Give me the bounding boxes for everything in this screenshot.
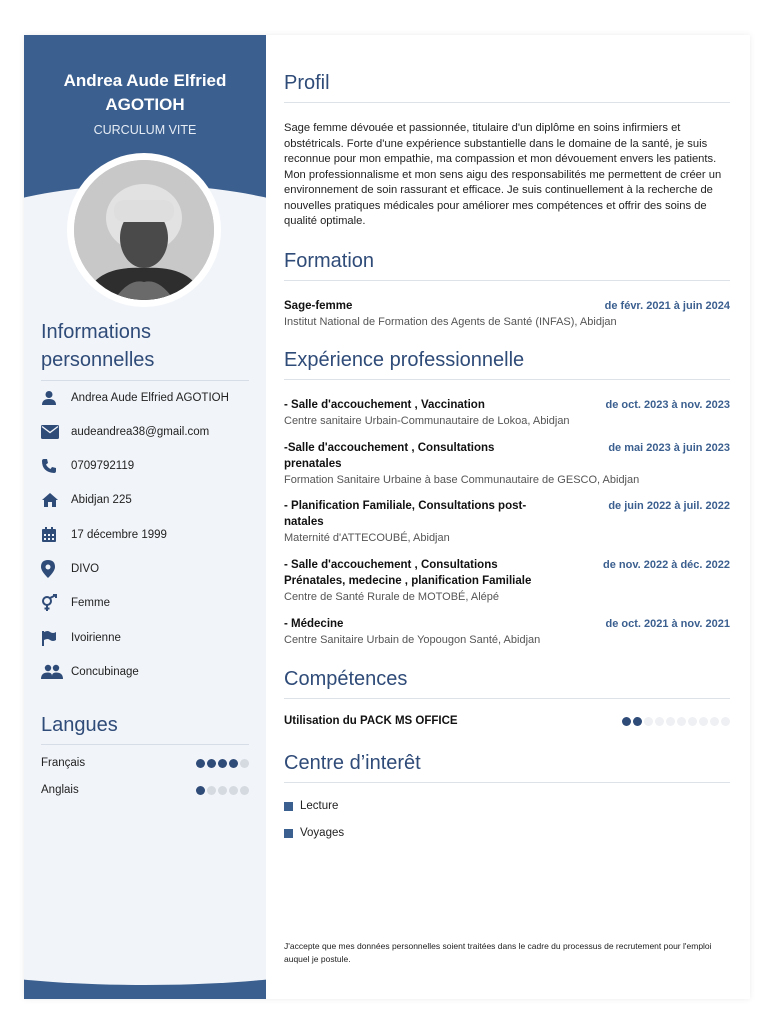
sidebar-footer-arc <box>24 905 266 985</box>
level-dot-filled <box>196 759 205 768</box>
experience-entry <box>284 616 730 648</box>
profile-heading: Profil <box>284 72 330 94</box>
education-heading: Formation <box>284 250 375 272</box>
skills-heading: Compétences <box>284 668 408 690</box>
profile-divider <box>284 102 730 103</box>
language-row <box>41 781 249 799</box>
info-text: Concubinage <box>71 666 139 678</box>
experience-heading: Expérience professionnelle <box>284 349 525 371</box>
info-divider <box>41 380 249 381</box>
info-row-gender <box>41 593 256 613</box>
profile-photo <box>74 160 214 300</box>
square-bullet-icon <box>284 829 293 838</box>
cv-subtitle: CURCULUM VITE <box>93 123 197 137</box>
experience-entry <box>284 440 730 488</box>
cv-page <box>24 35 750 999</box>
info-text: DIVO <box>71 563 100 575</box>
level-dot-empty <box>240 786 249 795</box>
interest-item <box>284 827 344 839</box>
level-dot-empty <box>710 717 719 726</box>
level-dot-empty <box>644 717 653 726</box>
info-text: Abidjan 225 <box>71 494 132 506</box>
couple-icon <box>41 663 63 681</box>
skill-level-dots <box>622 717 730 726</box>
entry-title: - Planification Familiale, Consultations post-natales <box>284 500 527 528</box>
entry-place: Institut National de Formation des Agents de Santé (INFAS), Abidjan <box>284 316 617 328</box>
level-dot-empty <box>688 717 697 726</box>
entry-title: Sage-femme <box>284 300 353 312</box>
experience-divider <box>284 379 730 380</box>
entry-date: de mai 2023 à juin 2023 <box>608 442 730 454</box>
info-row-name <box>41 388 256 408</box>
level-dot-filled <box>196 786 205 795</box>
info-text: audeandrea38@gmail.com <box>71 426 210 438</box>
interest-label: Voyages <box>300 827 345 839</box>
envelope-icon <box>41 423 63 441</box>
info-row-phone <box>41 456 256 476</box>
level-dot-empty <box>677 717 686 726</box>
level-dot-filled <box>207 759 216 768</box>
interest-label: Lecture <box>300 800 339 812</box>
language-row <box>41 754 249 772</box>
entry-date: de juin 2022 à juil. 2022 <box>608 500 730 512</box>
level-dot-empty <box>655 717 664 726</box>
entry-place: Centre sanitaire Urbain-Communautaire de Lokoa, Abidjan <box>284 415 570 427</box>
location-pin-icon <box>41 560 63 578</box>
level-dot-empty <box>218 786 227 795</box>
info-row-marital-status <box>41 662 256 682</box>
entry-place: Maternité d'ATTECOUBÉ, Abidjan <box>284 532 450 544</box>
language-level-dots <box>196 786 249 795</box>
entry-date: de oct. 2021 à nov. 2021 <box>605 618 730 630</box>
language-name: Français <box>41 757 86 769</box>
gender-icon <box>41 594 63 612</box>
experience-entry <box>284 498 730 546</box>
level-dot-filled <box>633 717 642 726</box>
level-dot-empty <box>699 717 708 726</box>
skills-divider <box>284 698 730 699</box>
info-row-nationality <box>41 628 256 648</box>
level-dot-empty <box>207 786 216 795</box>
info-row-birthdate <box>41 525 256 545</box>
level-dot-empty <box>240 759 249 768</box>
level-dot-filled <box>229 759 238 768</box>
experience-entry <box>284 557 730 605</box>
skill-row <box>284 715 730 727</box>
info-row-email <box>41 422 256 442</box>
phone-icon <box>41 457 63 475</box>
consent-notice: J'accepte que mes données personnelles soient traitées dans le cadre du processus de recrutement pour l'emploi auquel je postule. <box>284 941 712 964</box>
skill-name: Utilisation du PACK MS OFFICE <box>284 715 458 727</box>
interests-heading: Centre d’interêt <box>284 752 421 774</box>
education-divider <box>284 280 730 281</box>
languages-heading: Langues <box>41 714 118 736</box>
profile-text: Sage femme dévouée et passionnée, titulaire d'un diplôme en soins infirmiers et obstétricals. Forte d'une expérience substantielle dans le domaine de la santé, je suis reconnue pour mon empathie, ma compassion et mon dévouement envers les patients. Mon professionnalisme et mon sens aigu des responsabilités me permettent de créer un environnement de soin rassurant et efficace. Je suis continuellement à la recherche de nouvelles pratiques médicales pour améliorer mes compétences et offrir des soins de qualité optimale. <box>284 122 722 227</box>
interests-divider <box>284 782 730 783</box>
level-dot-filled <box>622 717 631 726</box>
info-text: Andrea Aude Elfried AGOTIOH <box>71 392 229 404</box>
entry-place: Centre Sanitaire Urbain de Yopougon Santé, Abidjan <box>284 634 541 646</box>
entry-title: - Salle d'accouchement , Consultations Prénatales, medecine , planification Familiale <box>284 559 532 587</box>
education-entry <box>284 298 730 330</box>
entry-place: Centre de Santé Rurale de MOTOBÉ, Alépé <box>284 591 500 603</box>
info-text: 17 décembre 1999 <box>71 529 167 541</box>
candidate-name: Andrea Aude Elfried AGOTIOH <box>63 71 227 114</box>
level-dot-empty <box>229 786 238 795</box>
square-bullet-icon <box>284 802 293 811</box>
info-row-birthplace <box>41 559 256 579</box>
entry-title: - Salle d'accouchement , Vaccination <box>284 399 485 411</box>
level-dot-empty <box>721 717 730 726</box>
entry-date: de oct. 2023 à nov. 2023 <box>605 399 730 411</box>
entry-title: - Médecine <box>284 618 344 630</box>
level-dot-empty <box>666 717 675 726</box>
info-text: 0709792119 <box>71 460 135 472</box>
level-dot-filled <box>218 759 227 768</box>
entry-date: de nov. 2022 à déc. 2022 <box>603 559 730 571</box>
calendar-icon <box>41 526 63 544</box>
entry-title: -Salle d'accouchement , Consultations prenatales <box>284 442 495 470</box>
entry-place: Formation Sanitaire Urbaine à base Communautaire de GESCO, Abidjan <box>284 474 640 486</box>
info-text: Femme <box>71 597 110 609</box>
experience-entry <box>284 397 730 429</box>
info-heading: Informations personnelles <box>41 321 155 371</box>
flag-icon <box>41 629 63 647</box>
interest-item <box>284 800 338 812</box>
entry-date: de févr. 2021 à juin 2024 <box>604 300 730 312</box>
sidebar <box>24 35 266 999</box>
languages-divider <box>41 744 249 745</box>
language-name: Anglais <box>41 784 79 796</box>
info-text: Ivoirienne <box>71 632 121 644</box>
language-level-dots <box>196 759 249 768</box>
person-icon <box>41 389 63 407</box>
home-icon <box>41 491 63 509</box>
info-row-address <box>41 490 256 510</box>
